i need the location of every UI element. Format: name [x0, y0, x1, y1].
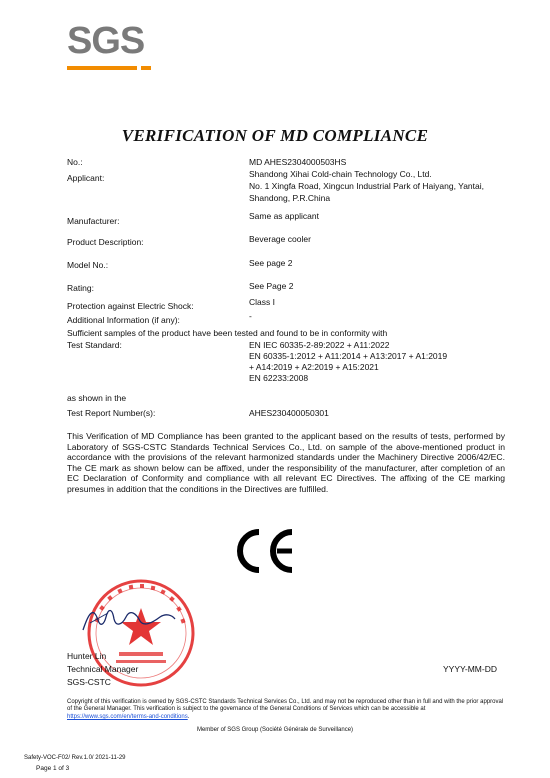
sufficient-statement: Sufficient samples of the product have been tested and found to be in conformity with	[67, 328, 388, 338]
signatory-company: SGS-CSTC	[67, 677, 111, 687]
standard-line-1: EN IEC 60335-2-89:2022 + A11:2022	[249, 340, 390, 350]
logo-underline-accent	[141, 66, 151, 70]
model-label: Model No.:	[67, 260, 109, 270]
manufacturer-label: Manufacturer:	[67, 216, 120, 226]
member-line: Member of SGS Group (Société Générale de Surveillance)	[196, 727, 354, 733]
issue-date: YYYY-MM-DD	[443, 664, 497, 674]
logo-underline	[67, 66, 137, 70]
standard-label: Test Standard:	[67, 340, 122, 350]
applicant-line-3: Shandong, P.R.China	[249, 193, 331, 203]
report-value: AHES230400050301	[249, 408, 329, 418]
signatory-name: Hunter Lin	[67, 651, 107, 661]
standard-line-3: + A14:2019 + A2:2019 + A15:2021	[249, 362, 379, 372]
footer-text: Copyright of this verification is owned by SGS-CSTC Standards Technical Services Co., Ltd. and may not be reproduced other than in full and with the prior approval of the General Manager. This verification is subject to the governance of the General Conditions of Services which can be accessible at	[67, 699, 504, 713]
copyright-footer	[67, 699, 507, 721]
standard-line-2: EN 60335-1:2012 + A11:2014 + A13:2017 + A1:2019	[249, 351, 448, 361]
terms-link[interactable]: https://www.sgs.com/en/terms-and-conditions	[67, 713, 188, 720]
report-label: Test Report Number(s):	[67, 408, 156, 418]
standard-line-4: EN 62233:2008	[249, 373, 309, 383]
applicant-line-1: Shandong Xihai Cold-chain Technology Co., Ltd.	[249, 169, 432, 179]
compliance-paragraph: This Verification of MD Compliance has been granted to the applicant based on the results of tests, performed by Laboratory of SGS-CSTC Standards Technical Services Co., Ltd. on sample of the above-mentioned product in accordance with the provisions of the relevant harmonized standards under the Machinery Directive 2006/42/EC. The CE mark as shown below can be affixed, under the responsibility of the manufacturer, after completion of an EC Declaration of Conformity and compliance with all relevant EC Directives. The affixing of the CE marking presumes in addition that the conditions in the Directives are fulfilled.	[67, 431, 505, 494]
signature-icon	[78, 595, 178, 635]
rating-value: See Page 2	[249, 281, 294, 291]
shown-in-label: as shown in the	[67, 393, 127, 403]
rating-label: Rating:	[67, 283, 94, 293]
protection-value: Class I	[249, 297, 275, 307]
signatory-title: Technical Manager	[67, 664, 139, 674]
product-value: Beverage cooler	[249, 234, 311, 244]
manufacturer-value: Same as applicant	[249, 211, 319, 221]
additional-value: -	[249, 311, 252, 321]
applicant-label: Applicant:	[67, 173, 105, 183]
logo-text: SGS	[67, 20, 145, 62]
additional-label: Additional Information (if any):	[67, 315, 180, 325]
no-label: No.:	[67, 157, 83, 167]
applicant-line-2: No. 1 Xingfa Road, Xingcun Industrial Park of Haiyang, Yantai,	[249, 181, 484, 191]
ce-mark-icon	[232, 526, 302, 576]
product-label: Product Description:	[67, 237, 144, 247]
page-number: Page 1 of 3	[36, 765, 70, 772]
sgs-logo	[67, 22, 144, 60]
footer-text-end: .	[187, 713, 190, 720]
model-value: See page 2	[249, 258, 293, 268]
no-value: MD AHES2304000503HS	[249, 157, 347, 167]
form-code: Safety-VOC-F02/ Rev.1.0/ 2021-11-29	[24, 755, 126, 761]
protection-label: Protection against Electric Shock:	[67, 301, 194, 311]
document-title: VERIFICATION OF MD COMPLIANCE	[121, 126, 429, 145]
